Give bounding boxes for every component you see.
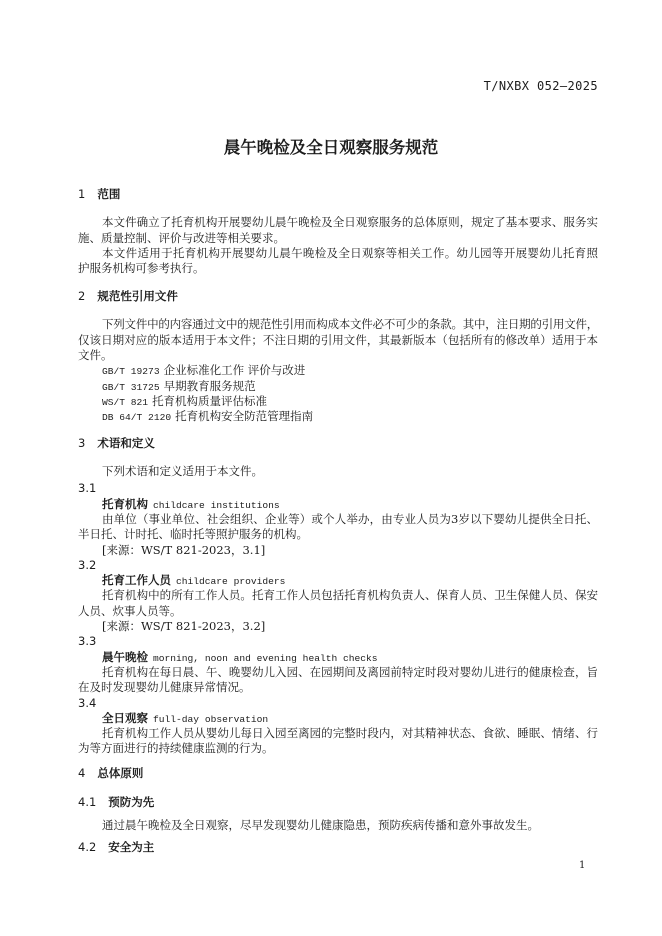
term-name-zh: 晨午晚检: [102, 649, 148, 664]
section-title: 规范性引用文件: [97, 289, 178, 304]
section-title: 总体原则: [97, 766, 144, 781]
term-definition-line: 为等方面进行的持续健康监测的行为。: [78, 741, 274, 756]
section-heading-terms: [78, 436, 598, 451]
paragraph-line: 仅该日期对应的版本适用于本文件；不注日期的引用文件，其最新版本（包括所有的修改单）适用于本: [78, 332, 598, 347]
reference-name: 托育机构质量评估标准: [152, 393, 268, 408]
paragraph: [78, 215, 598, 246]
subsection-title: 安全为主: [108, 840, 155, 855]
paragraph-line: 施、质量控制、评价与改进等相关要求。: [78, 230, 285, 245]
paragraph-line: 文件。: [78, 347, 113, 362]
section-scope-body: [78, 215, 598, 276]
paragraph-line: 通过晨午晚检及全日观察，尽早发现婴幼儿健康隐患，预防疾病传播和意外事故发生。: [102, 818, 539, 833]
term-list: [78, 481, 598, 756]
term-entry: [78, 481, 598, 557]
subsection-number: 4.2: [78, 840, 97, 855]
reference-item: [78, 379, 598, 394]
term-number: 3.1: [78, 481, 97, 496]
term-name-zh: 托育工作人员: [102, 573, 171, 588]
term-entry: [78, 558, 598, 634]
term-name: [78, 650, 598, 665]
term-definition-line: 半日托、计时托、临时托等照护服务的机构。: [78, 527, 308, 542]
section-heading-normative-references: [78, 289, 598, 304]
section-heading-general-principles: [78, 766, 598, 781]
term-definition-line: 托育机构在每日晨、午、晚婴幼儿入园、在园期间及离园前特定时段对婴幼儿进行的健康检查，旨: [102, 664, 598, 679]
paragraph-line: 本文件适用于托育机构开展婴幼儿晨午晚检及全日观察等相关工作。幼儿园等开展婴幼儿托育照: [102, 245, 598, 260]
subsection-title: 预防为先: [108, 795, 155, 810]
section-title: 术语和定义: [97, 436, 155, 451]
paragraph: [78, 317, 598, 363]
term-name: [78, 573, 598, 588]
document-title: 晨午晚检及全日观察服务规范: [223, 138, 439, 157]
term-entry: [78, 634, 598, 695]
section-number: 2: [78, 289, 86, 304]
section-number: 3: [78, 436, 86, 451]
term-name-zh: 全日观察: [102, 710, 148, 725]
reference-name: 托育机构安全防范管理指南: [175, 409, 314, 424]
subsection-heading: [78, 795, 598, 810]
reference-name: 企业标准化工作 评价与改进: [163, 363, 306, 378]
term-name-en: morning, noon and evening health checks: [153, 652, 378, 664]
term-source: [来源：WS/T 821-2023，3.2]: [102, 619, 266, 634]
term-number: 3.4: [78, 695, 97, 710]
term-name-en: childcare institutions: [153, 499, 280, 511]
term-definition-line: 在及时发现婴幼儿健康异常情况。: [78, 680, 251, 695]
section-heading-scope: [78, 187, 598, 202]
term-name-en: childcare providers: [176, 576, 286, 588]
term-definition-line: 托育机构工作人员从婴幼儿每日入园至离园的完整时段内，对其精神状态、食欲、睡眠、情绪、行: [102, 726, 598, 741]
paragraph: [78, 246, 598, 277]
page-number: 1: [579, 860, 586, 871]
reference-code: GB/T 31725: [102, 381, 160, 393]
subsection-heading: [78, 840, 598, 855]
reference-item: [78, 363, 598, 378]
reference-item: [78, 409, 598, 424]
doc-code-header: T/NXBX 052—2025: [483, 79, 598, 93]
reference-code: GB/T 19273: [102, 366, 160, 378]
term-entry: [78, 696, 598, 757]
paragraph-line: 护服务机构可参考执行。: [78, 261, 205, 276]
reference-list: [78, 363, 598, 424]
terms-intro: 下列术语和定义适用于本文件。: [102, 464, 263, 479]
reference-item: [78, 394, 598, 409]
paragraph-line: 本文件确立了托育机构开展婴幼儿晨午晚检及全日观察服务的总体原则，规定了基本要求、服务实: [102, 215, 598, 230]
section-normative-references-body: [78, 317, 598, 424]
term-definition-line: 人员、炊事人员等。: [78, 603, 182, 618]
term-name: [78, 497, 598, 512]
reference-code: DB 64/T 2120: [102, 412, 172, 424]
term-name-zh: 托育机构: [102, 496, 148, 511]
term-definition-line: 托育机构中的所有工作人员。托育工作人员包括托育机构负责人、保育人员、卫生保健人员、保安: [102, 588, 598, 603]
term-definition-line: 由单位（事业单位、社会组织、企业等）或个人举办，由专业人员为3岁以下婴幼儿提供全日托、: [102, 511, 598, 526]
term-number: 3.2: [78, 557, 97, 572]
reference-name: 早期教育服务规范: [163, 378, 256, 393]
paragraph-line: 下列文件中的内容通过文中的规范性引用而构成本文件必不可少的条款。其中，注日期的引用文件，: [102, 317, 598, 332]
section-number: 1: [78, 187, 86, 202]
term-name-en: full-day observation: [153, 713, 269, 725]
section-number: 4: [78, 766, 86, 781]
subsection-number: 4.1: [78, 795, 97, 810]
term-number: 3.3: [78, 634, 97, 649]
term-source: [来源：WS/T 821-2023，3.1]: [102, 542, 266, 557]
section-title: 范围: [97, 187, 121, 202]
reference-code: WS/T 821: [102, 396, 149, 408]
term-name: [78, 711, 598, 726]
